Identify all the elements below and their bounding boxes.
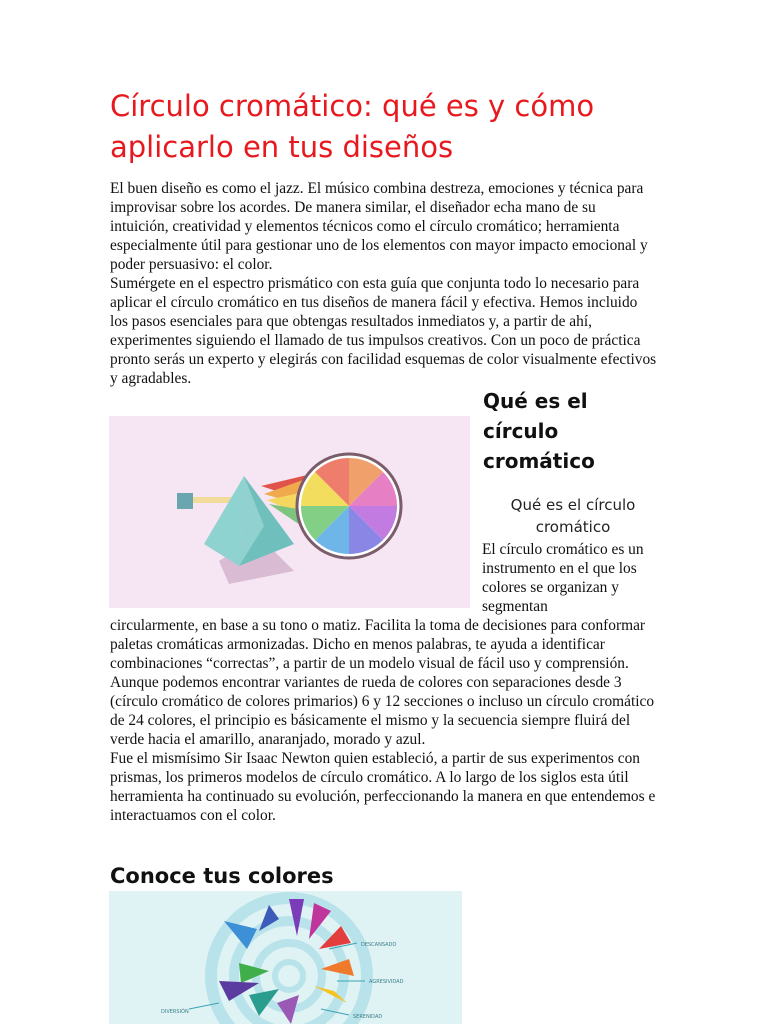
prism-illustration-svg bbox=[109, 416, 470, 608]
diagram-label-4: SERENIDAD bbox=[353, 1014, 383, 1020]
image-caption: Qué es el círculo cromático bbox=[510, 496, 636, 536]
prism-color-wheel-illustration bbox=[109, 416, 470, 608]
section1-paragraph-1: circularmente, en base a su tono o matiz. Facilita la toma de decisiones para conformar paletas cromáticas armonizadas. Dicho en menos palabras, te ayuda a identificar combinaciones “correctas”, a partir de un modelo visual de fácil uso y comprensión. bbox=[110, 617, 646, 672]
color-emotion-diagram bbox=[109, 891, 462, 1024]
section-heading-que-es: Qué es el círculo cromático bbox=[483, 389, 595, 473]
section1-text bbox=[110, 616, 658, 825]
article-title: Círculo cromático: qué es y cómo aplicarlo en tus diseños bbox=[110, 89, 595, 164]
section1-paragraph-3: Fue el mismísimo Sir Isaac Newton quien estableció, a partir de sus experimentos con prismas, los primeros modelos de círculo cromático. A lo largo de los siglos esta útil herramienta ha continuado su evolución, perfeccionando la manera en que entendemos e interactuamos con el color. bbox=[110, 750, 656, 824]
light-source-icon bbox=[177, 493, 193, 509]
side-paragraph: El círculo cromático es un instrumento en el que los colores se organizan y segmentan bbox=[482, 541, 644, 615]
diagram-label-1: DESCANSADO bbox=[361, 942, 397, 948]
diagram-label-2: AGRESIVIDAD bbox=[369, 979, 404, 985]
intro-paragraph-2: Sumérgete en el espectro prismático con esta guía que conjunta todo lo necesario para aplicar el círculo cromático en tus diseños de manera fácil y efectiva. Hemos incluido los pasos esenciales para que obtengas resultados inmediatos y, a partir de ahí, experimentes siguiendo el llamado de tus impulsos creativos. Con un poco de práctica pronto serás un experto y elegirás con facilidad esquemas de color visualmente efectivos y agradables. bbox=[110, 275, 657, 387]
section1-paragraph-2: Aunque podemos encontrar variantes de rueda de colores con separaciones desde 3 (círculo cromático de colores primarios) 6 y 12 secciones o incluso un círculo cromático de 24 colores, el principio es básicamente el mismo y la secuencia siempre fluirá del verde hacia el amarillo, anaranjado, morado y azul. bbox=[110, 674, 655, 748]
color-diagram-svg bbox=[109, 891, 462, 1024]
intro-text bbox=[110, 179, 658, 388]
prism-face-left bbox=[204, 476, 244, 566]
color-wheel bbox=[297, 454, 401, 558]
section-heading-conoce: Conoce tus colores bbox=[110, 864, 334, 888]
diagram-label-3: DIVERSIÓN bbox=[161, 1009, 189, 1015]
intro-paragraph-1: El buen diseño es como el jazz. El músico combina destreza, emociones y técnica para improvisar sobre los acordes. De manera similar, el diseñador echa mano de su intuición, creatividad y elementos técnicos como el círculo cromático; herramienta especialmente útil para gestionar uno de los elementos con mayor impacto emocional y poder persuasivo: el color. bbox=[110, 180, 648, 273]
